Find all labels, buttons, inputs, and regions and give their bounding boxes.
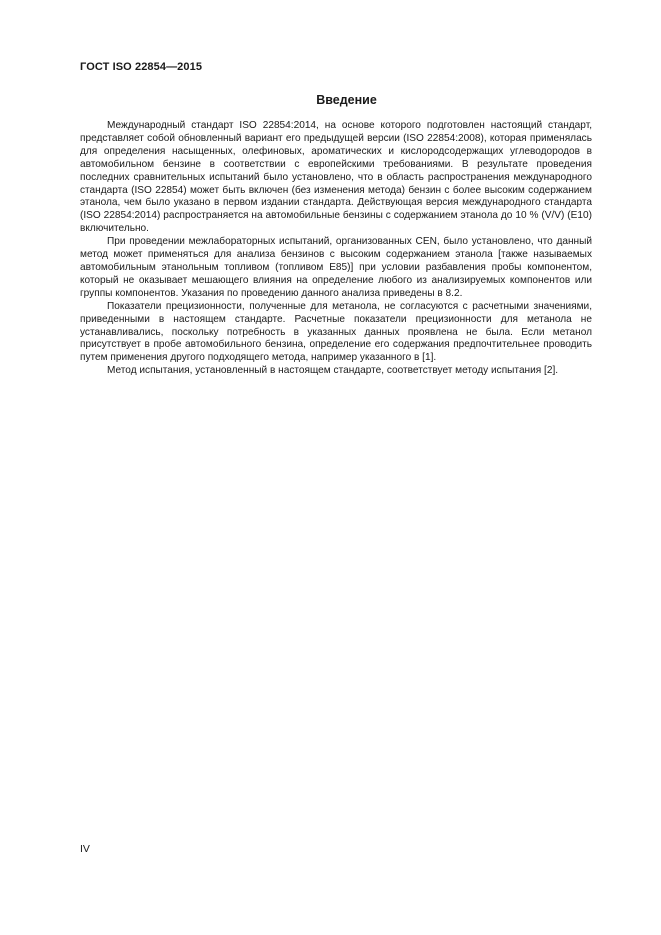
page-number: IV [80, 843, 90, 855]
section-title [0, 93, 661, 107]
paragraph-4: Метод испытания, установленный в настоящем стандарте, соответствует методу испытания [2]. [107, 365, 559, 377]
body-text [80, 120, 592, 378]
document-header: ГОСТ ISO 22854—2015 [80, 61, 203, 73]
paragraph-1: Международный стандарт ISO 22854:2014, на основе которого подготовлен настоящий стандарт, представляет собой обновленный вариант его предыдущей версии (ISO 22854:2008), которая применялась для определения насыщенных, олефиновых, ароматических и кислородсодержащих углеводородов в автомобильном бензине в соответствии с европейскими требованиями. В результате проведения последних сравнительных испытаний было установлено, что в область распространения международного стандарта (ISO 22854) может быть включен (без изменения метода) бензин с более высоким содержанием этанола, чем было указано в первом издании стандарта. Действующая версия международного стандарта (ISO 22854:2014) распространяется на автомобильные бензины с содержанием этанола до 10 % (V/V) (E10) включительно. [80, 120, 592, 235]
paragraph-3: Показатели прецизионности, полученные для метанола, не согласуются с расчетными значениями, приведенными в настоящем стандарте. Расчетные показатели прецизионности для метанола не устанавливались, поскольку потребность в указанных данных проявлена не была. Если метанол присутствует в пробе автомобильного бензина, определение его содержания предпочтительнее проводить путем применения другого подходящего метода, например указанного в [1]. [80, 300, 592, 364]
section-title-text: Введение [316, 93, 377, 107]
paragraph-2: При проведении межлабораторных испытаний, организованных CEN, было установлено, что данный метод может применяться для анализа бензинов с высоким содержанием этанола [также называемых автомобильным этанольным топливом (топливом E85)] при условии разбавления пробы компонентом, который не оказывает мешающего влияния на определение любого из анализируемых компонентов или группы компонентов. Указания по проведению данного анализа приведены в 8.2. [80, 236, 592, 299]
